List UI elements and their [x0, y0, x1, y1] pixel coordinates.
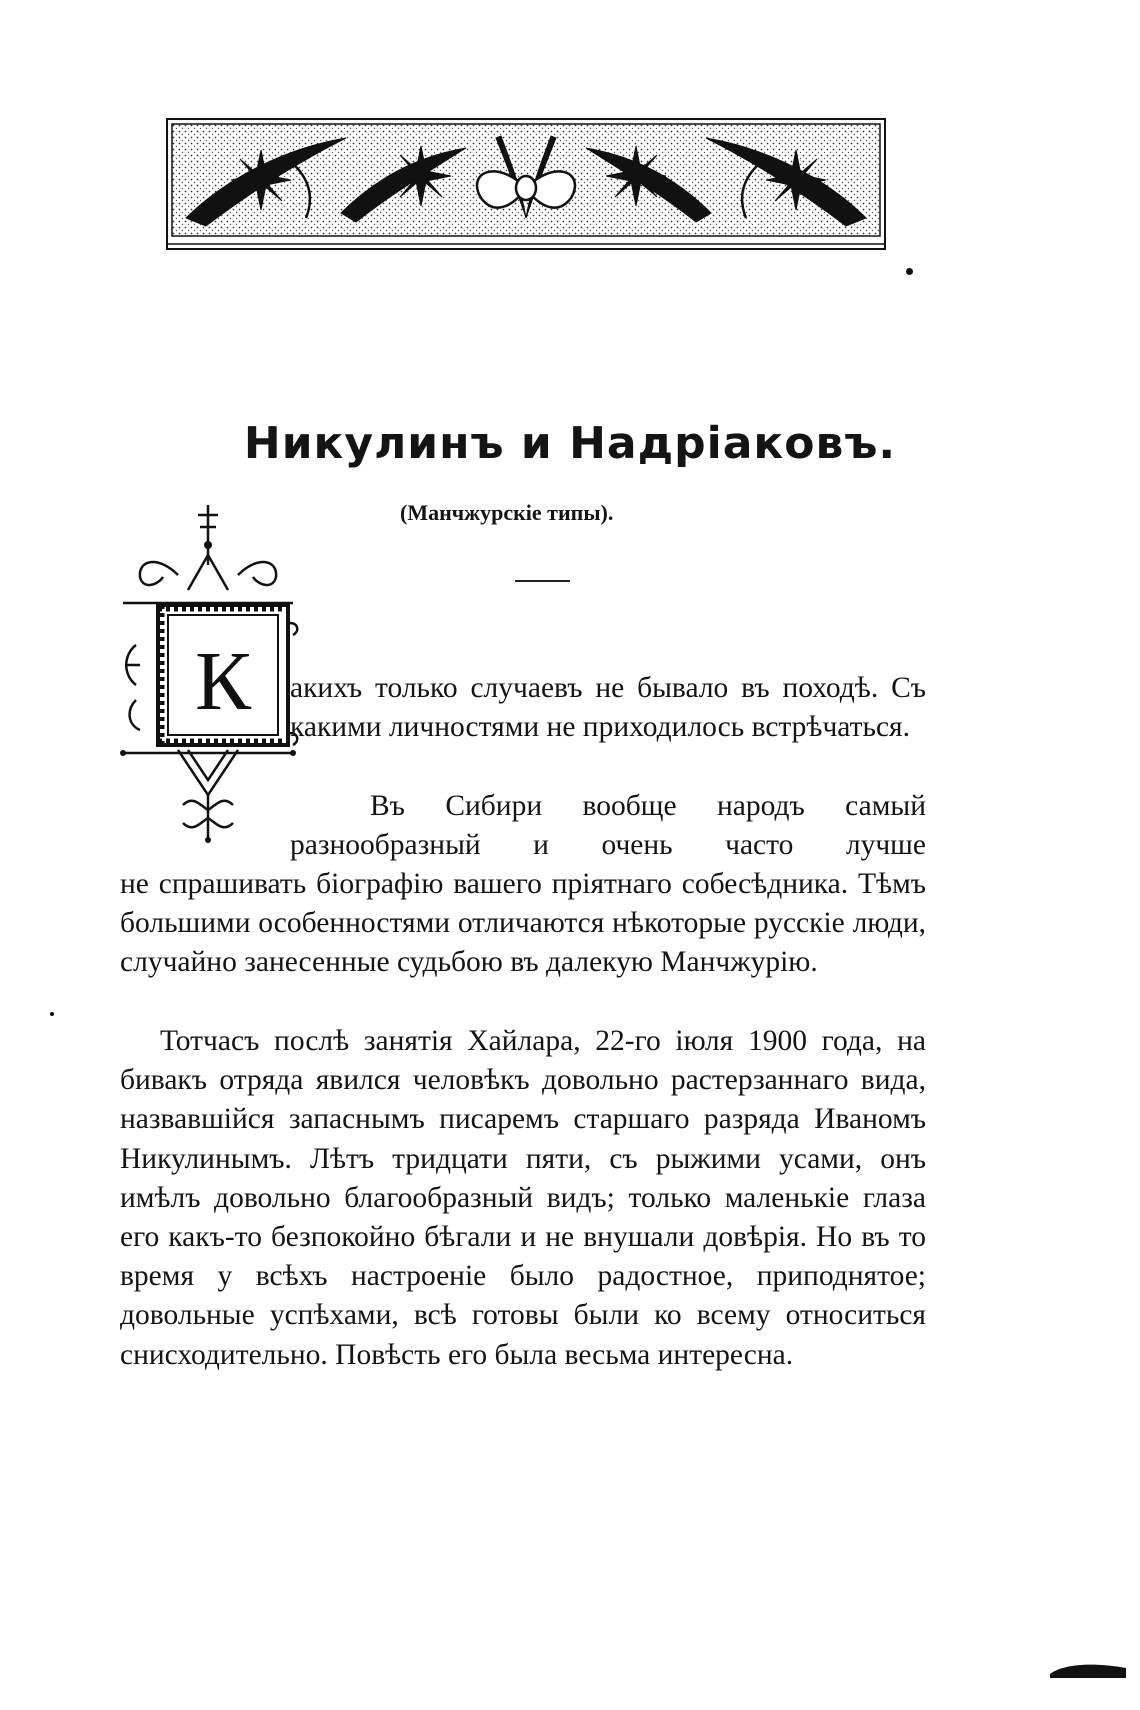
paragraph-2-start: Въ Сибири вообще народъ самый разнообразный и очень часто лучше [290, 790, 926, 862]
ink-speck [50, 1012, 54, 1016]
paragraph-1: акихъ только случаевъ не бывало въ походѣ. Съ какими личностями не приходилось встрѣчаться. [290, 672, 926, 744]
page-edge-mark [1048, 1660, 1128, 1680]
subtitle: (Манчжурскіе типы). [400, 500, 614, 525]
separator-rule [515, 580, 570, 582]
ink-speck [906, 268, 913, 275]
page-title: Никулинъ и Надріаковъ. [243, 418, 897, 469]
ornamental-headpiece [166, 118, 886, 250]
paragraph-2-rest: не спрашивать біографію вашего пріятнаго собесѣдника. Тѣмъ большими особенностями отличаются нѣкоторые русскіе люди, случайно занесенные судьбою въ далекую Манчжурію. [120, 868, 926, 979]
drop-cap: К [195, 635, 252, 728]
paragraph-3: Тотчасъ послѣ занятія Хайлара, 22-го іюля 1900 года, на бивакъ отряда явился человѣкъ довольно растерзаннаго вида, назвавшійся запаснымъ писаремъ старшаго разряда Иваномъ Никулинымъ. Лѣтъ тридцати пяти, съ рыжими усами, онъ имѣлъ довольно благообразный видъ; только маленькіе глаза его какъ-то безпокойно бѣгали и не внушали довѣрія. Но въ то время у всѣхъ настроеніе было радостное, приподнятое; довольные успѣхами, всѣ готовы были ко всему относиться снисходительно. Повѣсть его была весьма интересна. [120, 1025, 926, 1371]
